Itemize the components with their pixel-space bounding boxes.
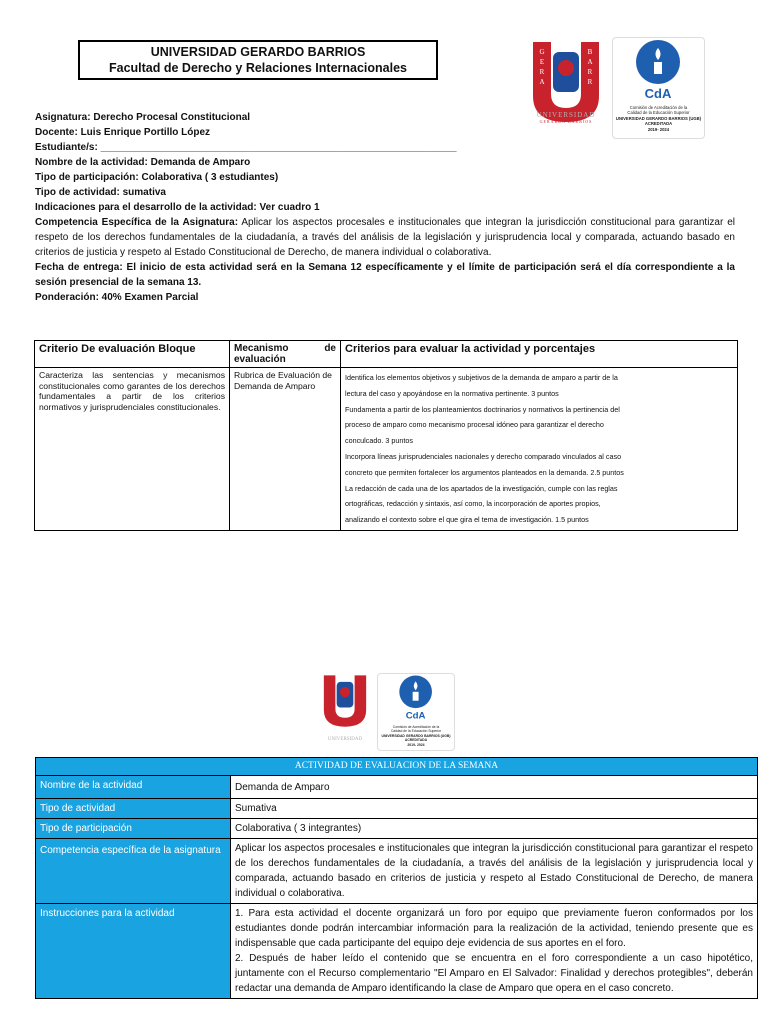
criteria-line: Incorpora líneas jurisprudenciales nacionales y derecho comparado vinculados al caso xyxy=(345,451,622,461)
indicaciones-line: Indicaciones para el desarrollo de la actividad: Ver cuadro 1 xyxy=(35,202,320,213)
criteria-line: Fundamenta a partir de los planteamientos doctrinarios y normativos la pertinencia del xyxy=(345,404,620,414)
svg-text:CdA: CdA xyxy=(644,86,672,100)
criteria-line: concreto que permiten fortalecer los argumentos planteados en la demanda. 2.5 puntos xyxy=(345,467,624,477)
asignatura-line: Asignatura: Derecho Procesal Constitucional xyxy=(35,112,251,123)
competencia-paragraph: Competencia Específica de la Asignatura: Aplicar los aspectos procesales e institucionales que integran la jurisdicción constitucional para garantizar el respeto de los derechos fundamentales de la ciudadanía, a través del análisis de la legislación y jurisprudencia local y comparada, actuando basado en criterios de justicia y respeto al Estado Constitucional de Derecho, de manera individual o colaborativa. xyxy=(35,217,735,258)
ponderacion-line: Ponderación: 40% Examen Parcial xyxy=(35,292,199,303)
header-criterios: Criterios para evaluar la actividad y porcentajes xyxy=(341,341,738,368)
tipo-actividad-line: Tipo de actividad: sumativa xyxy=(35,187,166,198)
criterios-cell xyxy=(341,368,738,531)
criteria-line: conculcado. 3 puntos xyxy=(345,436,413,446)
weekly-activity-title: ACTIVIDAD DE EVALUACION DE LA SEMANA xyxy=(36,758,758,776)
svg-text:A: A xyxy=(587,58,593,66)
nombre-line: Nombre de la actividad: Demanda de Amparo xyxy=(35,157,251,168)
criteria-line: La redacción de cada una de los apartados de la investigación, cumple con las reglas xyxy=(345,483,618,493)
svg-text:B: B xyxy=(587,48,593,56)
cda-logo: CdA Comisión de Acreditación de la Calidad de la Educación Superior UNIVERSIDAD GERARDO BARRIOS (UGB) ACREDITADA 2019- 2024 xyxy=(612,37,705,139)
instructions-label: Instrucciones para la actividad xyxy=(36,904,231,999)
row-label: Tipo de participación xyxy=(36,819,231,839)
mecanismo-cell: Rubrica de Evaluación de Demanda de Amparo xyxy=(230,368,341,531)
cda-logo-small: CdA Comisión de Acreditación de la Calidad de la Educación Superior UNIVERSIDAD GERARDO BARRIOS (UGB) ACREDITADA 2019- 2024 xyxy=(377,673,455,751)
row-value: Aplicar los aspectos procesales e institucionales que integran la jurisdicción constitucional para garantizar el respeto de los derechos fundamentales de la ciudadanía, a través del análisis de la legislación y jurisprudencia local y comparada, actuando basado en criterios de justicia y respeto al Estado Constitucional de Derecho, de manera individual o colaborativa. xyxy=(231,839,758,904)
evaluation-criteria-table xyxy=(34,340,738,531)
criteria-line: proceso de amparo como mecanismo procesal idóneo para garantizar el derecho xyxy=(345,420,604,430)
ugb-logo-small: UNIVERSIDAD xyxy=(320,674,370,746)
svg-text:G: G xyxy=(539,48,545,56)
activity-info xyxy=(35,110,735,305)
header-criterio: Criterio De evaluación Bloque xyxy=(35,341,230,368)
row-value: Demanda de Amparo xyxy=(231,776,758,799)
svg-text:R: R xyxy=(539,68,545,76)
ugb-logo-caption: UNIVERSIDAD GERARDO BARRIOS xyxy=(536,111,596,124)
header-mecanismo: Mecanismo de evaluación xyxy=(230,341,341,368)
instructions-value xyxy=(231,904,758,999)
row-label: Tipo de actividad xyxy=(36,799,231,819)
svg-text:A: A xyxy=(539,78,545,86)
criteria-line: Identifica los elementos objetivos y subjetivos de la demanda de amparo a partir de la xyxy=(345,373,618,382)
docente-line: Docente: Luis Enrique Portillo López xyxy=(35,127,211,138)
fecha-paragraph: Fecha de entrega: El inicio de esta actividad será en la Semana 12 específicamente y el límite de participación será el día correspondiente a la sesión presencial de la semana 13. xyxy=(35,262,735,288)
estudiantes-line: Estudiante/s: ________________________________________________________________ xyxy=(35,142,457,153)
criterio-cell: Caracteriza las sentencias y mecanismos constitucionales como garantes de los derechos fundamentales a partir de los criterios normativos y jurisprudenciales constitucionales. xyxy=(35,368,230,531)
criteria-line: ortográficas, redacción y sintaxis, así como, la incorporación de aportes propios, xyxy=(345,499,601,509)
tipo-participacion-line: Tipo de participación: Colaborativa ( 3 estudiantes) xyxy=(35,172,279,183)
row-label: Nombre de la actividad xyxy=(36,776,231,799)
criteria-line: analizando el contexto sobre el que gira el tema de investigación. 1.5 puntos xyxy=(345,515,589,525)
svg-text:R: R xyxy=(587,68,593,76)
instruction-1: 1. Para esta actividad el docente organizará un foro por equipo que previamente fueron conformados por los estudiantes donde podrán intercambiar información para la realización de la actividad, teniendo presente que es indispensable que cada participante del equipo deje evidencia de sus aportes en el foro. xyxy=(235,908,753,949)
svg-text:R: R xyxy=(587,78,593,86)
svg-text:E: E xyxy=(539,58,545,66)
row-value: Colaborativa ( 3 integrantes) xyxy=(231,819,758,839)
instruction-2: 2. Después de haber leído el contenido que se encuentra en el foro correspondiente a un caso hipotético, juntamente con el Recurso complementario "El Amparo en El Salvador: Finalidad y derechos protegibles", deberán redactar una demanda de Amparo identificando la clase de Amparo que opera en el caso concreto. xyxy=(235,953,753,994)
faculty-name: Facultad de Derecho y Relaciones Internacionales xyxy=(108,61,408,75)
document-header xyxy=(78,40,438,80)
weekly-activity-table xyxy=(35,757,758,999)
row-value: Sumativa xyxy=(231,799,758,819)
svg-text:CdA: CdA xyxy=(405,710,426,720)
row-label: Competencia específica de la asignatura xyxy=(36,839,231,904)
university-name: UNIVERSIDAD GERARDO BARRIOS xyxy=(150,45,366,59)
criteria-line: lectura del caso y apoyándose en la normativa pertinente. 3 puntos xyxy=(345,388,559,398)
